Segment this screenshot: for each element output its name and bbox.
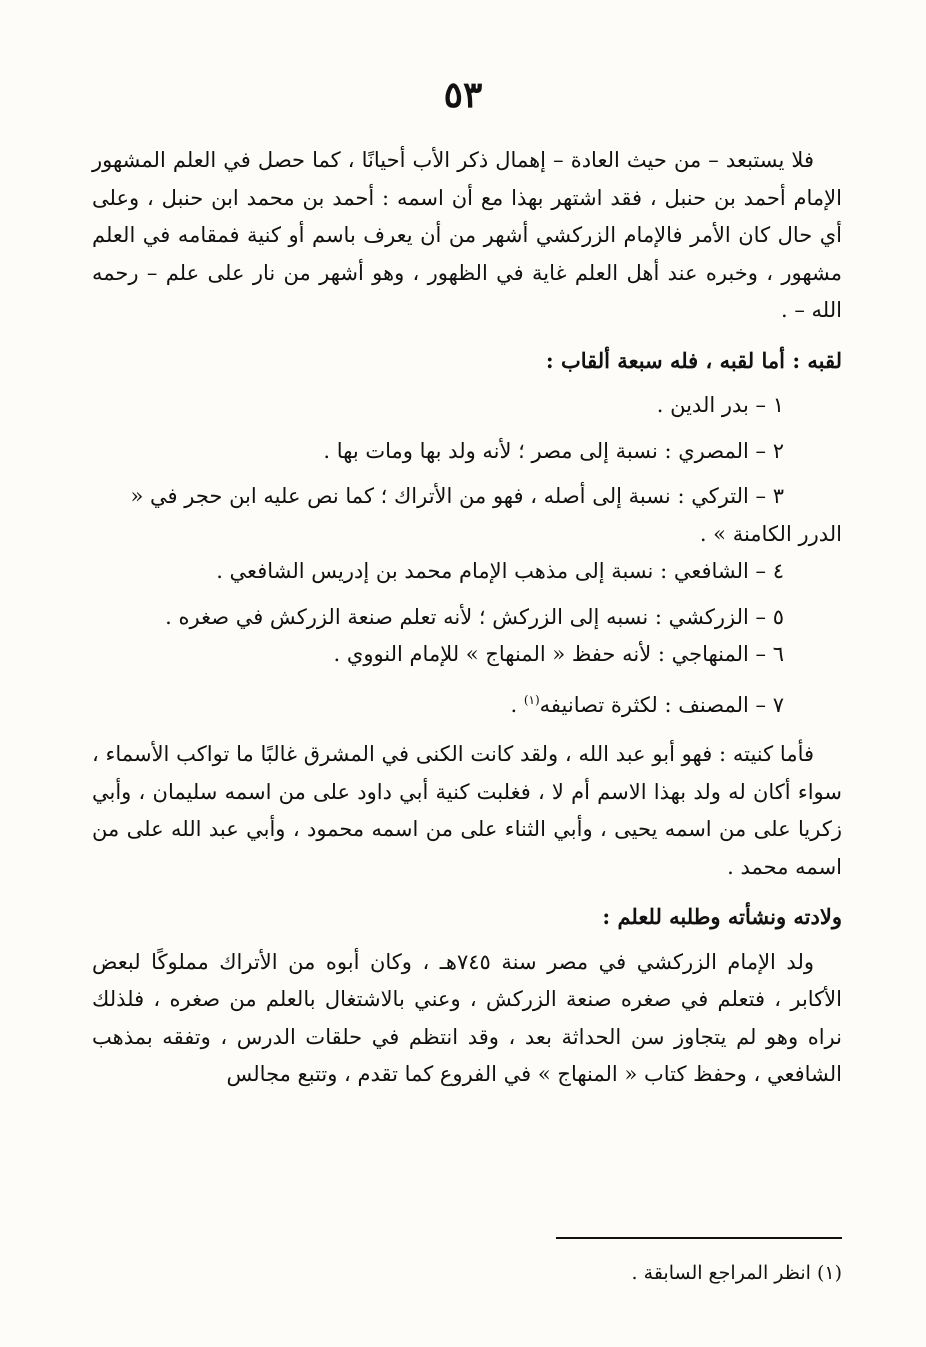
titles-heading: لقبه : — [792, 347, 842, 373]
title-item-3: ٣ – التركي : نسبة إلى أصله ، فهو من الأتراك ؛ كما نص عليه ابن حجر في « الدرر الكامنة » . — [130, 484, 842, 546]
intro-paragraph: فلا يستبعد – من حيث العادة – إهمال ذكر الأب أحيانًا ، كما حصل في العلم المشهور الإمام أحمد بن حنبل ، فقد اشتهر بهذا مع أن اسمه : أحمد بن محمد ابن حنبل ، وعلى أي حال كان الأمر فالإمام الزركشي أشهر من أن يعرف باسم أو كنية فمقامه في العلم مشهور ، وخبره عند أهل العلم غاية في الظهور ، وهو أشهر من نار على علم – رحمه الله – . — [92, 148, 842, 322]
footnote-marker: (١) — [523, 692, 540, 707]
title-item-4: ٤ – الشافعي : نسبة إلى مذهب الإمام محمد بن إدريس الشافعي . — [216, 559, 784, 583]
title-item-7 — [92, 682, 842, 725]
kunya-paragraph: فأما كنيته : فهو أبو عبد الله ، ولقد كانت الكنى في المشرق غالبًا ما تواكب الأسماء ، سواء أكان له ولد بهذا الاسم أم لا ، فغلبت كنية أبي داود على من اسمه سليمان ، وأبي زكريا على من اسمه يحيى ، وأبي الثناء على من اسمه محمود ، وأبي عبد الله على من اسمه محمد . — [92, 742, 842, 879]
title-item-5: ٥ – الزركشي : نسبه إلى الزركش ؛ لأنه تعلم صنعة الزركش في صغره . — [165, 604, 784, 629]
page-number: ٥٣ — [443, 74, 483, 116]
title-item-2: ٢ – المصري : نسبة إلى مصر ؛ لأنه ولد بها ومات بها . — [323, 438, 784, 463]
birth-heading: ولادته ونشأته وطلبه للعلم : — [602, 904, 842, 929]
titles-intro: أما لقبه ، فله سبعة ألقاب : — [545, 347, 785, 373]
title-item-6: ٦ – المنهاجي : لأنه حفظ « المنهاج » للإمام النووي . — [333, 642, 784, 666]
birth-paragraph: ولد الإمام الزركشي في مصر سنة ٧٤٥هـ ، وكان أبوه من الأتراك مملوكًا لبعض الأكابر ، فتعلم في صغره صنعة الزركش ، وعني بالاشتغال بالعلم من صغره ، فلذلك نراه وهو لم يتجاوز سن الحداثة بعد ، وقد انتظم في حلقات الدرس ، وتفقه بمذهب الشافعي ، وحفظ كتاب « المنهاج » في الفروع كما تقدم ، وتتبع مجالس — [92, 949, 842, 1086]
title-item-7-end: . — [510, 692, 524, 717]
title-item-7-text: ٧ – المصنف : لكثرة تصانيفه — [539, 692, 784, 717]
body-text — [92, 142, 842, 1094]
titles-line — [92, 342, 842, 380]
footnote: (١) انظر المراجع السابقة . — [631, 1262, 842, 1284]
title-item-1: ١ – بدر الدين . — [656, 393, 784, 417]
footnote-separator — [556, 1237, 842, 1239]
